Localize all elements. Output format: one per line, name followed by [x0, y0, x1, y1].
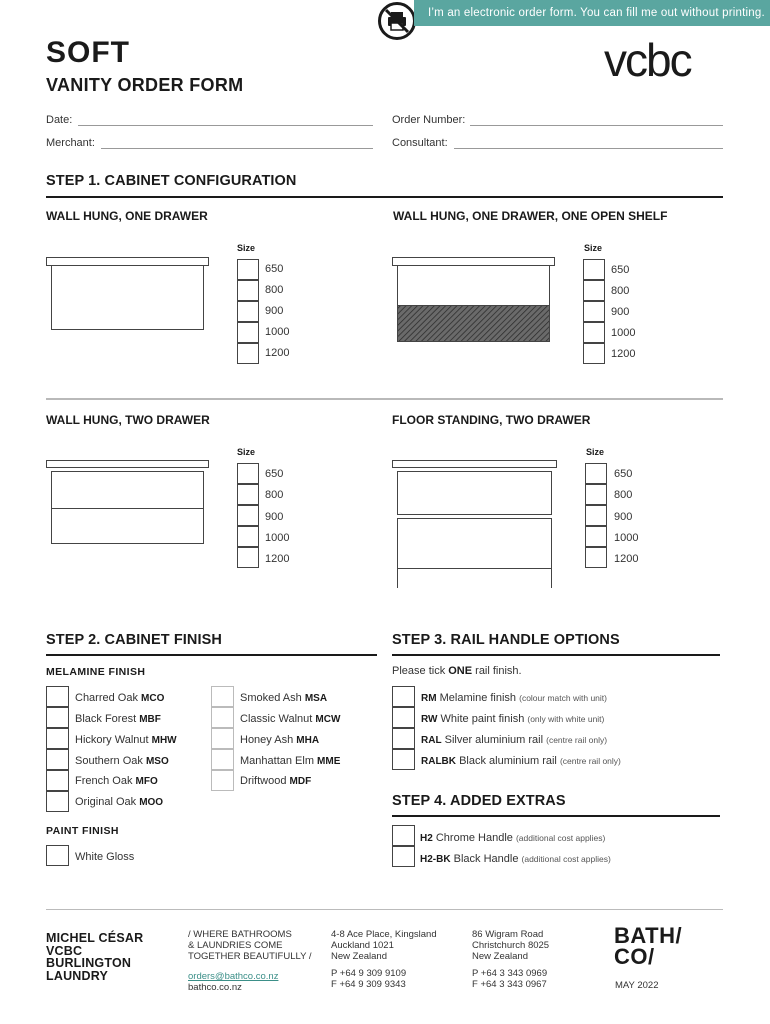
- finish-option: Classic Walnut MCW: [240, 713, 341, 725]
- size-checkbox[interactable]: [583, 343, 605, 364]
- size-option-label: 800: [611, 285, 630, 297]
- tagline-line: TOGETHER BEAUTIFULLY /: [188, 951, 312, 962]
- finish-checkbox[interactable]: [211, 686, 234, 707]
- finish-checkbox[interactable]: [211, 749, 234, 770]
- rail-option: RALBK Black aluminium rail (centre rail only): [421, 755, 621, 767]
- size-checkbox[interactable]: [237, 301, 259, 322]
- rail-option: RAL Silver aluminium rail (centre rail only): [421, 734, 608, 746]
- step1-rule: [46, 196, 723, 198]
- finish-option: French Oak MFO: [75, 775, 158, 787]
- size-checkbox[interactable]: [585, 547, 607, 568]
- size-checkbox[interactable]: [585, 505, 607, 526]
- size-option-label: 1000: [614, 532, 639, 544]
- address-line: New Zealand: [472, 951, 528, 962]
- rail-checkbox[interactable]: [392, 728, 415, 749]
- date-label: Date:: [46, 114, 73, 126]
- rail-option: RW White paint finish (only with white unit): [421, 713, 605, 725]
- size-option-label: 800: [265, 489, 284, 501]
- config-label-wall-hung-one-drawer-shelf: WALL HUNG, ONE DRAWER, ONE OPEN SHELF: [393, 209, 668, 223]
- rail-checkbox[interactable]: [392, 707, 415, 728]
- size-option-label: 1000: [611, 327, 636, 339]
- footer-tagline: [188, 929, 312, 993]
- size-option-label: 800: [614, 489, 633, 501]
- no-print-icon: [378, 2, 416, 40]
- form-subtitle: VANITY ORDER FORM: [46, 75, 244, 95]
- rail-option: RM Melamine finish (colour match with unit): [421, 692, 607, 704]
- size-option-label: 1200: [614, 553, 639, 565]
- size-checkbox[interactable]: [585, 463, 607, 484]
- extra-checkbox[interactable]: [392, 825, 415, 846]
- tagline-line: / WHERE BATHROOMS: [188, 929, 292, 940]
- config-label-wall-hung-two-drawer: WALL HUNG, TWO DRAWER: [46, 413, 210, 427]
- order-number-field[interactable]: [470, 125, 723, 126]
- fax-number: F +64 9 309 9343: [331, 979, 406, 990]
- page-title: SOFT: [46, 36, 130, 69]
- size-checkbox[interactable]: [237, 322, 259, 343]
- config-label-floor-standing-two-drawer: FLOOR STANDING, TWO DRAWER: [392, 413, 591, 427]
- melamine-finish-heading: MELAMINE FINISH: [46, 666, 146, 678]
- paint-finish-heading: PAINT FINISH: [46, 825, 119, 837]
- size-option-label: 650: [265, 468, 284, 480]
- config-divider: [46, 398, 723, 400]
- order-number-label: Order Number:: [392, 114, 466, 126]
- date-field[interactable]: [78, 125, 373, 126]
- size-option-label: 650: [265, 263, 284, 275]
- footer-divider: [46, 909, 723, 910]
- size-option-label: 650: [611, 264, 630, 276]
- vcbc-logo-text: vcbc: [604, 38, 691, 82]
- rail-instruction: Please tick ONE rail finish.: [392, 665, 522, 677]
- step4-heading: STEP 4. ADDED EXTRAS: [392, 793, 566, 809]
- size-checkbox[interactable]: [237, 259, 259, 280]
- consultant-field[interactable]: [454, 148, 723, 149]
- size-option-label: 900: [265, 305, 284, 317]
- size-option-label: 800: [265, 284, 284, 296]
- size-option-label: 650: [614, 468, 633, 480]
- address-line: 86 Wigram Road: [472, 929, 544, 940]
- size-checkbox[interactable]: [583, 301, 605, 322]
- size-option-label: 1200: [265, 347, 290, 359]
- size-checkbox[interactable]: [237, 526, 259, 547]
- size-option-label: 900: [614, 511, 633, 523]
- finish-option: Charred Oak MCO: [75, 692, 165, 704]
- cabinet-illustration-wall-hung-one-drawer-shelf: [392, 257, 556, 350]
- website-text: bathco.co.nz: [188, 982, 242, 993]
- electronic-form-banner: I’m an electronic order form. You can fill me out without printing.: [414, 0, 770, 26]
- finish-checkbox[interactable]: [211, 707, 234, 728]
- cabinet-illustration-wall-hung-two-drawer: [46, 460, 210, 551]
- finish-checkbox[interactable]: [46, 749, 69, 770]
- phone-number: P +64 3 343 0969: [472, 968, 548, 979]
- size-option-label: 1200: [611, 348, 636, 360]
- finish-option: Manhattan Elm MME: [240, 755, 341, 767]
- fax-number: F +64 3 343 0967: [472, 979, 547, 990]
- finish-checkbox[interactable]: [46, 770, 69, 791]
- size-checkbox[interactable]: [237, 463, 259, 484]
- brand-laundry: LAUNDRY: [46, 968, 109, 983]
- finish-checkbox[interactable]: [211, 770, 234, 791]
- finish-checkbox[interactable]: [46, 686, 69, 707]
- vcbc-logo: [604, 38, 724, 82]
- size-label: Size: [584, 243, 603, 253]
- bathco-logo-line1: BATH/: [614, 923, 683, 948]
- size-option-label: 900: [265, 511, 284, 523]
- size-checkbox[interactable]: [585, 484, 607, 505]
- size-checkbox[interactable]: [237, 547, 259, 568]
- footer-christchurch-address: [472, 929, 549, 990]
- step2-heading: STEP 2. CABINET FINISH: [46, 632, 222, 648]
- brand-michel-cesar: MICHEL CÉSAR: [46, 931, 144, 945]
- size-label: Size: [586, 447, 605, 457]
- size-option-label: 1200: [265, 553, 290, 565]
- step3-heading: STEP 3. RAIL HANDLE OPTIONS: [392, 632, 620, 648]
- size-checkbox[interactable]: [583, 280, 605, 301]
- extra-checkbox[interactable]: [392, 846, 415, 867]
- finish-checkbox[interactable]: [46, 707, 69, 728]
- finish-option: Driftwood MDF: [240, 775, 312, 787]
- finish-option: Smoked Ash MSA: [240, 692, 328, 704]
- merchant-field[interactable]: [101, 148, 373, 149]
- bathco-logo-line2: CO/: [614, 944, 655, 969]
- finish-option: Original Oak MOO: [75, 796, 164, 808]
- extra-option: H2 Chrome Handle (additional cost applies): [420, 832, 606, 844]
- step3-rule: [392, 654, 720, 656]
- finish-option: Honey Ash MHA: [240, 734, 320, 746]
- size-label: Size: [237, 243, 256, 253]
- step4-rule: [392, 815, 720, 817]
- brand-burlington: BURLINGTON: [46, 956, 132, 970]
- footer-auckland-address: [331, 929, 437, 990]
- consultant-label: Consultant:: [392, 137, 448, 149]
- finish-checkbox[interactable]: [211, 728, 234, 749]
- rail-checkbox[interactable]: [392, 749, 415, 770]
- address-line: Auckland 1021: [331, 940, 394, 951]
- bathco-logo: [614, 925, 682, 967]
- extra-option: H2-BK Black Handle (additional cost applies): [420, 853, 611, 865]
- email-link[interactable]: orders@bathco.co.nz: [188, 971, 279, 982]
- phone-number: P +64 9 309 9109: [331, 968, 407, 979]
- size-checkbox[interactable]: [237, 343, 259, 364]
- size-checkbox[interactable]: [585, 526, 607, 547]
- size-option-label: 1000: [265, 326, 290, 338]
- size-checkbox[interactable]: [237, 280, 259, 301]
- size-checkbox[interactable]: [583, 259, 605, 280]
- cabinet-illustration-wall-hung-one-drawer: [46, 257, 210, 338]
- size-checkbox[interactable]: [237, 484, 259, 505]
- size-label: Size: [237, 447, 256, 457]
- address-line: 4-8 Ace Place, Kingsland: [331, 929, 437, 940]
- finish-option: Southern Oak MSO: [75, 755, 169, 767]
- step2-rule: [46, 654, 377, 656]
- step1-heading: STEP 1. CABINET CONFIGURATION: [46, 173, 297, 189]
- paint-checkbox[interactable]: [46, 845, 69, 866]
- rail-checkbox[interactable]: [392, 686, 415, 707]
- finish-checkbox[interactable]: [46, 791, 69, 812]
- finish-option: Hickory Walnut MHW: [75, 734, 177, 746]
- address-line: New Zealand: [331, 951, 387, 962]
- footer-brands: [46, 932, 143, 982]
- finish-checkbox[interactable]: [46, 728, 69, 749]
- merchant-label: Merchant:: [46, 137, 95, 149]
- paint-option-white-gloss: White Gloss: [75, 851, 135, 863]
- config-label-wall-hung-one-drawer: WALL HUNG, ONE DRAWER: [46, 209, 208, 223]
- cabinet-illustration-floor-standing-two-drawer: [392, 460, 558, 597]
- tagline-line: & LAUNDRIES COME: [188, 940, 283, 951]
- size-checkbox[interactable]: [237, 505, 259, 526]
- finish-option: Black Forest MBF: [75, 713, 161, 725]
- size-option-label: 900: [611, 306, 630, 318]
- address-line: Christchurch 8025: [472, 940, 550, 951]
- size-checkbox[interactable]: [583, 322, 605, 343]
- size-option-label: 1000: [265, 532, 290, 544]
- form-date: MAY 2022: [615, 980, 659, 991]
- brand-vcbc: VCBC: [46, 943, 83, 958]
